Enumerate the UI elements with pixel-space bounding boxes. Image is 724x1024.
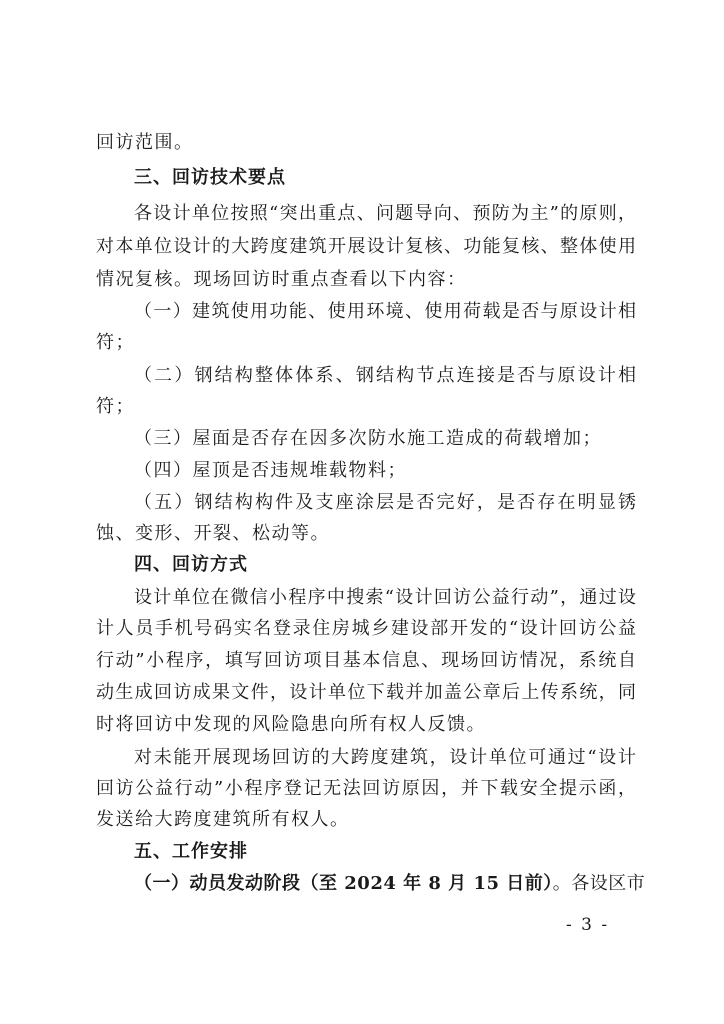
- paragraph-line-mixed: [134, 872, 646, 896]
- paragraph-line: 行动”小程序，填写回访项目基本信息、现场回访情况，系统自: [96, 650, 636, 671]
- paragraph-line: 对未能开展现场回访的大跨度建筑，设计单位可通过“设计: [134, 747, 636, 768]
- section-heading: 五、工作安排: [134, 841, 248, 862]
- paragraph-line: 情况复核。现场回访时重点查看以下内容：: [96, 269, 467, 290]
- list-item-line: 符；: [96, 332, 135, 353]
- list-item-line: 符；: [96, 396, 135, 417]
- paragraph-line: 时将回访中发现的风险隐患向所有权人反馈。: [96, 714, 486, 735]
- section-heading: 三、回访技术要点: [134, 167, 286, 188]
- list-item-line: （三）屋面是否存在因多次防水施工造成的荷载增加；: [134, 428, 602, 449]
- list-item-line: （四）屋顶是否违规堆载物料；: [134, 460, 407, 481]
- list-item-line: （五）钢结构构件及支座涂层是否完好，是否存在明显锈: [134, 492, 636, 513]
- stage-heading-bold: （一）动员发动阶段（至 2024 年 8 月 15 日前）: [134, 873, 553, 894]
- paragraph-line: 设计单位在微信小程序中搜索“设计回访公益行动”，通过设: [134, 587, 636, 608]
- list-item-line: 蚀、变形、开裂、松动等。: [96, 523, 330, 544]
- paragraph-line: 动生成回访成果文件，设计单位下载并加盖公章后上传系统，同: [96, 682, 636, 703]
- list-item-line: （一）建筑使用功能、使用环境、使用荷载是否与原设计相: [134, 301, 636, 322]
- paragraph-line: 回访公益行动”小程序登记无法回访原因，并下载安全提示函，: [96, 778, 636, 799]
- page-number: - 3 -: [566, 915, 610, 935]
- paragraph-text: 。各设区市: [552, 873, 646, 894]
- list-item-line: （二）钢结构整体体系、钢结构节点连接是否与原设计相: [134, 365, 636, 386]
- paragraph-line: 回访范围。: [96, 132, 194, 153]
- paragraph-line: 发送给大跨度建筑所有权人。: [96, 809, 350, 830]
- section-heading: 四、回访方式: [134, 554, 248, 575]
- paragraph-line: 计人员手机号码实名登录住房城乡建设部开发的“设计回访公益: [96, 618, 636, 639]
- paragraph-line: 各设计单位按照“突出重点、问题导向、预防为主”的原则，: [134, 203, 636, 224]
- paragraph-line: 对本单位设计的大跨度建筑开展设计复核、功能复核、整体使用: [96, 236, 636, 257]
